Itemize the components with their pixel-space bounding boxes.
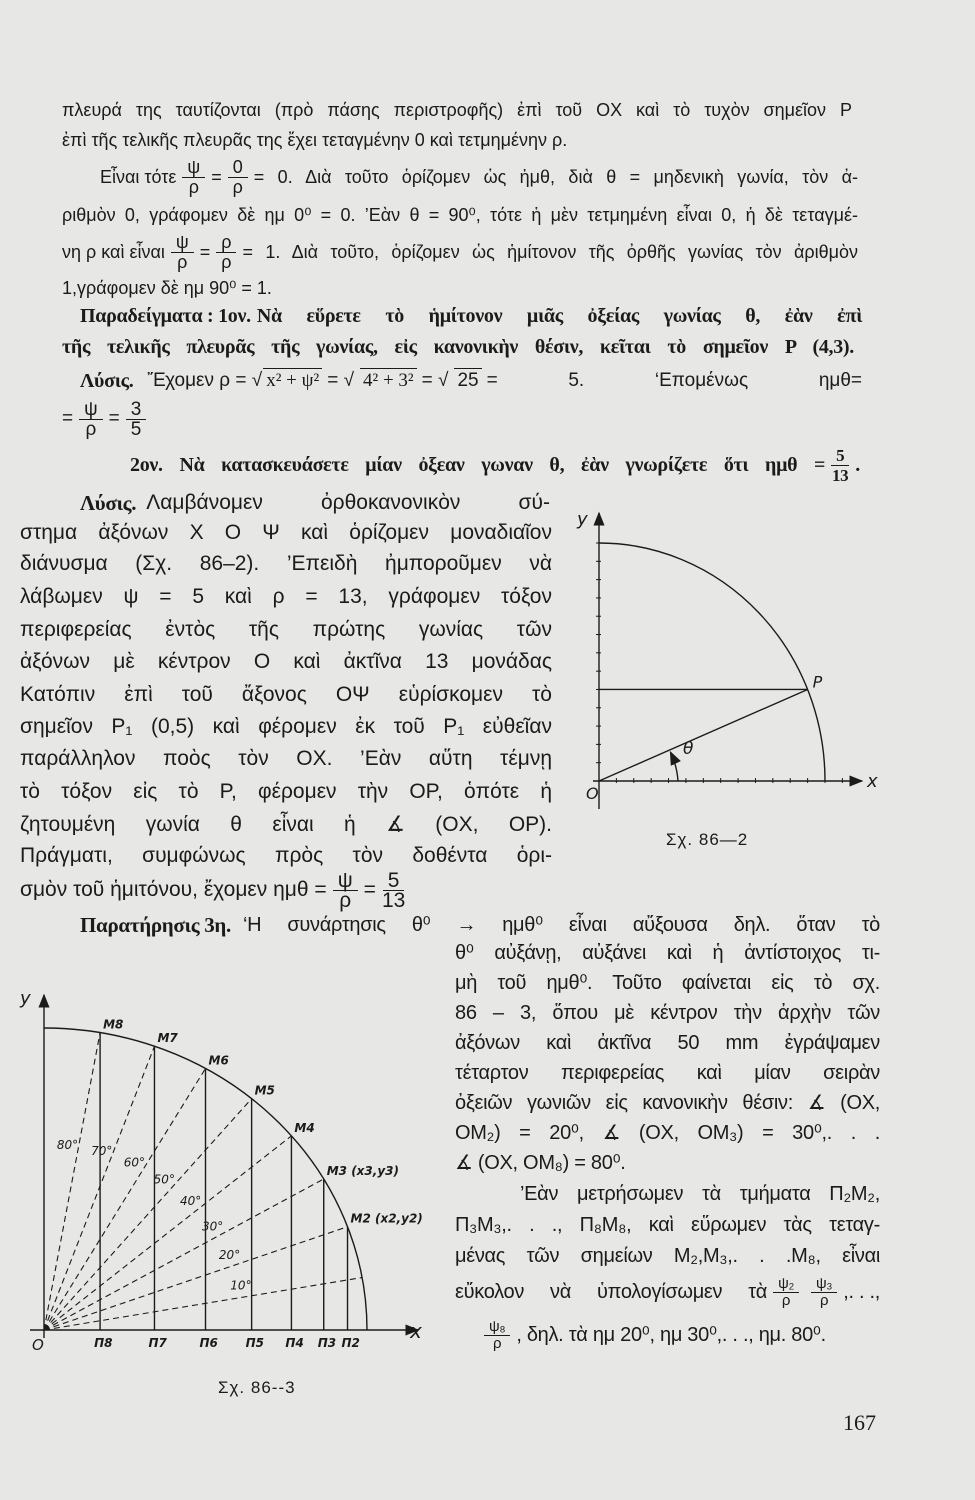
math-segment: = √ [421, 369, 449, 391]
remark-3-line: μὴ τοῦ ημθ⁰. Τοῦτο φαίνεται εἰς τὸ σχ. [455, 972, 880, 994]
numerator: ψ₈ [484, 1319, 510, 1336]
angle-arc [670, 752, 678, 781]
denominator: 13 [831, 465, 849, 485]
remark-3-line: ἀξόνων καὶ ἀκτῖνα 50 mm ἐγράψαμεν [455, 1032, 880, 1054]
fraction-5-over-13 [381, 868, 406, 912]
numerator: ψ [333, 871, 358, 891]
angle-label-10: 10° [230, 1278, 252, 1293]
angle-label-30: 30° [202, 1219, 224, 1234]
ray-80-deg [44, 1033, 100, 1330]
text-segment: , δηλ. τὰ ημ 20⁰, ημ 30⁰,. . ., ημ. 80⁰. [516, 1324, 826, 1346]
point-label-m2: M2 (x2,y2) [350, 1211, 423, 1226]
fraction-zero-over-rho [228, 158, 248, 197]
solution-2-line: σημεῖον Ρ₁ (0,5) καὶ φέρομεν ἐκ τοῦ Ρ₁ εὐθεῖαν [20, 715, 552, 738]
fraction-psi-over-rho [182, 158, 205, 197]
angle-label-50: 50° [153, 1172, 175, 1187]
solution-2-line: περιφερείας ἐντὸς τῆς πρώτης γωνίας τῶν [20, 618, 552, 641]
numerator: ψ [182, 158, 205, 178]
point-label-m4: M4 [294, 1120, 315, 1135]
foot-label-p2: Π2 [341, 1336, 360, 1350]
denominator: ρ [493, 1334, 502, 1352]
angle-label-60: 60° [123, 1155, 146, 1170]
numerator: ψ₃ [811, 1276, 837, 1293]
angle-label-20: 20° [218, 1247, 241, 1262]
page-number: 167 [843, 1410, 876, 1435]
foot-label-p3: Π3 [317, 1336, 337, 1350]
equals: = [199, 242, 211, 262]
point-p-label: P [812, 672, 823, 692]
text-line: 1,γράφομεν δὲ ημ 90⁰ = 1. [62, 278, 272, 298]
point-label-m7: M7 [157, 1031, 178, 1046]
remark-3-fraction-line [455, 1273, 880, 1311]
y-axis-label: y [577, 509, 588, 530]
solution-label: Λύσις. [80, 369, 134, 392]
math-segment: = √ [327, 369, 355, 391]
fraction-3-over-5 [126, 400, 147, 439]
equals: = [363, 878, 376, 901]
denominator: ρ [781, 1291, 791, 1309]
origin-label: O [32, 1336, 44, 1354]
equals: = [108, 408, 120, 429]
radicand: 4² + 3² [360, 368, 417, 393]
angle-label-40: 40° [180, 1193, 202, 1208]
foot-label-p7: Π7 [148, 1336, 167, 1350]
fraction-5-over-13 [831, 446, 849, 485]
fraction-psi2-over-rho [773, 1276, 799, 1309]
text-segment: Νὰ εὕρετε τὸ ἡμίτονον μιᾶς ὀξείας γωνίας θ, ἐὰν ἐπὶ [256, 305, 862, 327]
text-segment: εὔκολον νὰ ὑπολογίσωμεν τὰ [455, 1281, 768, 1303]
figure-86-2-caption: Σχ. 86—2 [666, 830, 749, 849]
solution-1-fraction-line [62, 398, 152, 440]
denominator: 5 [130, 418, 142, 440]
numerator: 0 [228, 158, 248, 178]
foot-label-p6: Π6 [199, 1336, 218, 1350]
ellipsis: ,. . ., [843, 1281, 880, 1303]
figure-86-3 [19, 988, 423, 1354]
math-segment: = 5. ‘Επομένως ημθ= [486, 369, 862, 391]
solution-label: Λύσις. [80, 491, 137, 515]
math-segment: Ἔχομεν ρ = √ [147, 369, 263, 391]
period: . [855, 454, 860, 476]
solution-1-line [80, 368, 862, 393]
point-label-m6: M6 [208, 1053, 229, 1068]
text-segment: νη ρ καὶ εἶναι [62, 242, 165, 262]
text-line: ριθμὸν 0, γράφομεν δὲ ημ 0⁰ = 0. ’Εὰν θ = 90⁰, τότε ἡ μὲν τετμημένη εἶναι 0, ἡ δὲ τεταγμέ- [62, 205, 858, 225]
text-segment: = 1. Διὰ τοῦτο, ὁρίζομεν ὡς ἡμίτονον τῆς ὀρθῆς γωνίας τὸν ἀριθμὸν [242, 242, 858, 262]
text-line-fraction [100, 155, 858, 199]
equals: = [211, 167, 222, 187]
solution-2-line: Κατόπιν ἐπὶ τοῦ ἄξονος ΟΨ εὑρίσκομεν τὸ [20, 683, 552, 706]
origin-label: O [586, 784, 599, 803]
text-segment: ‘Η συνάρτησις θ⁰ → ημθ⁰ εἶναι αὔξουσα δηλ. ὅταν τὸ [243, 914, 880, 936]
numerator: 5 [383, 871, 405, 891]
denominator: ρ [339, 888, 352, 912]
remark-3-line [80, 912, 880, 938]
segment-op [599, 689, 808, 781]
fraction-rho-over-rho [216, 233, 236, 272]
denominator: ρ [188, 176, 199, 197]
remark-3-line: ὀξειῶν γωνιῶν εἰς κανονικὴν θέσιν: ∡ (ΟΧ, [455, 1092, 880, 1114]
example-1-line [80, 304, 862, 328]
solution-2-line: τὸ τόξον εἰς τὸ Ρ, φέρομεν τὴν ΟΡ, ὁπότε ἡ [20, 780, 552, 803]
numerator: ψ [171, 233, 194, 253]
ray-60-deg [44, 1068, 206, 1330]
ray-50-deg [44, 1099, 252, 1330]
x-axis-label: x [867, 771, 878, 792]
figure-86-3-caption: Σχ. 86--3 [218, 1378, 296, 1397]
remark-3-line: θ⁰ αὐξάνῃ, αὐξάνει καὶ ἡ ἀντίστοιχος τι- [455, 942, 880, 964]
ray-10-deg [44, 1278, 362, 1330]
solution-2-fraction-line [20, 870, 411, 910]
text-segment: Λαμβάνομεν ὀρθοκανονικὸν σύ- [146, 491, 550, 514]
text-line: πλευρά της ταυτίζονται (πρὸ πάσης περιστροφῆς) ἐπὶ τοῦ ΟΧ καὶ τὸ τυχὸν σημεῖον Ρ [62, 100, 852, 120]
angle-label-70: 70° [91, 1144, 113, 1159]
text-line: ἐπὶ τῆς τελικῆς πλευρᾶς της ἔχει τεταγμένην 0 καὶ τετμημένην ρ. [62, 130, 568, 150]
solution-2-line: στημα ἀξόνων Χ Ο Ψ καὶ ὁρίζομεν μοναδιαῖον [20, 521, 552, 544]
denominator: 13 [381, 888, 406, 912]
example-1-line: τῆς τελικῆς πλευρᾶς τῆς γωνίας, εἰς κανονικὴν θέσιν, κεῖται τὸ σημεῖον Ρ (4,3). [62, 336, 854, 358]
remark-3-line: τέταρτον περιφερείας καὶ μίαν σειρὰν [455, 1062, 880, 1084]
remark-3-line: μένας τῶν σημείων Μ₂,Μ₃,. . .Μ₈, εἶναι [455, 1245, 880, 1267]
theta-label: θ [683, 739, 694, 759]
point-label-m8: M8 [103, 1017, 124, 1032]
text-line-fraction [62, 230, 858, 274]
point-label-m3: M3 (x3,y3) [326, 1164, 399, 1178]
text-segment: σμὸν τοῦ ἡμιτόνου, ἔχομεν ημθ = [20, 878, 327, 901]
remark-3-line: ΟΜ₂) = 20⁰, ∡ (ΟΧ, ΟΜ₃) = 30⁰,. . . [455, 1122, 880, 1144]
fraction-psi-over-rho [333, 868, 358, 912]
solution-2-line: ἀξόνων μὲ κέντρον Ο καὶ ἀκτῖνα 13 μονάδας [20, 650, 552, 673]
example-2-line [130, 444, 860, 486]
fraction-psi-over-rho [171, 233, 194, 272]
y-axis-label: y [20, 988, 31, 1009]
solution-2-line [80, 490, 550, 516]
remark-3-line: ’Εὰν μετρήσωμεν τὰ τμήματα Π₂Μ₂, [520, 1183, 880, 1205]
remark-3-line: Π₃Μ₃,. . ., Π₈Μ₈, καὶ εὕρωμεν τὰς τεταγ- [455, 1214, 880, 1236]
solution-2-line: Πράγματι, συμφώνως πρὸς τὸν δοθέντα ὁρι- [20, 844, 552, 867]
numerator: ρ [216, 233, 236, 253]
quarter-arc [599, 543, 825, 781]
remark-3-line: ∡ (ΟΧ, ΟΜ₈) = 80⁰. [455, 1152, 626, 1174]
radicand: 25 [454, 368, 481, 393]
fraction-psi3-over-rho [811, 1276, 837, 1309]
denominator: ρ [85, 418, 97, 440]
foot-label-p4: Π4 [285, 1336, 304, 1350]
x-axis-label: x [410, 1319, 422, 1343]
solution-2-line: ζητουμένη γωνία θ εἶναι ἡ ∡ (ΟΧ, ΟΡ). [20, 813, 552, 836]
denominator: ρ [177, 251, 188, 272]
denominator: ρ [232, 176, 243, 197]
radicand: x² + ψ² [263, 368, 322, 393]
numerator: 5 [831, 446, 849, 466]
ray-40-deg [44, 1136, 291, 1330]
solution-2-line: παράλληλον ποὸς τὸν ΟΧ. ’Εὰν αὕτη τέμνῃ [20, 747, 552, 770]
denominator: ρ [221, 251, 232, 272]
denominator: ρ [819, 1291, 829, 1309]
example-heading: Παραδείγματα : 1ον. [80, 305, 251, 327]
fraction-psi8-over-rho [484, 1319, 510, 1352]
numerator: ψ₂ [773, 1276, 799, 1293]
point-label-m5: M5 [254, 1083, 275, 1098]
equals: = [62, 408, 74, 429]
remark-heading: Παρατήρησις 3η. [80, 913, 232, 937]
text-segment: = 0. Διὰ τοῦτο ὁρίζομεν ὡς ἡμθ, διὰ θ = μηδενικὴ γωνία, τὸν ἀ- [253, 167, 858, 187]
figure-86-2 [576, 509, 878, 809]
fraction-psi-over-rho [79, 400, 103, 439]
text-segment: Εἶναι τότε [100, 167, 177, 187]
solution-2-line: λάβωμεν ψ = 5 καὶ ρ = 13, γράφομεν τόξον [20, 585, 552, 608]
numerator: 3 [126, 400, 147, 420]
ray-70-deg [44, 1046, 154, 1330]
quarter-arc [44, 1028, 367, 1330]
numerator: ψ [79, 400, 103, 420]
solution-2-line: διάνυσμα (Σχ. 86–2). ’Επειδὴ ἠμποροῦμεν νὰ [20, 552, 552, 575]
remark-3-line: 86 – 3, ὅπου μὲ κέντρον τὴν ἀρχὴν τῶν [455, 1002, 880, 1024]
foot-label-p8: Π8 [94, 1336, 113, 1350]
angle-label-80: 80° [56, 1137, 79, 1152]
remark-3-fraction-line [478, 1316, 826, 1354]
text-segment: 2ον. Νὰ κατασκευάσετε μίαν ὀξεαν γωναν θ, ἐὰν γνωρίζετε ὅτι ημθ = [130, 454, 826, 476]
ray-30-deg [44, 1179, 324, 1330]
foot-label-p5: Π5 [245, 1336, 265, 1350]
ray-20-deg [44, 1227, 348, 1330]
